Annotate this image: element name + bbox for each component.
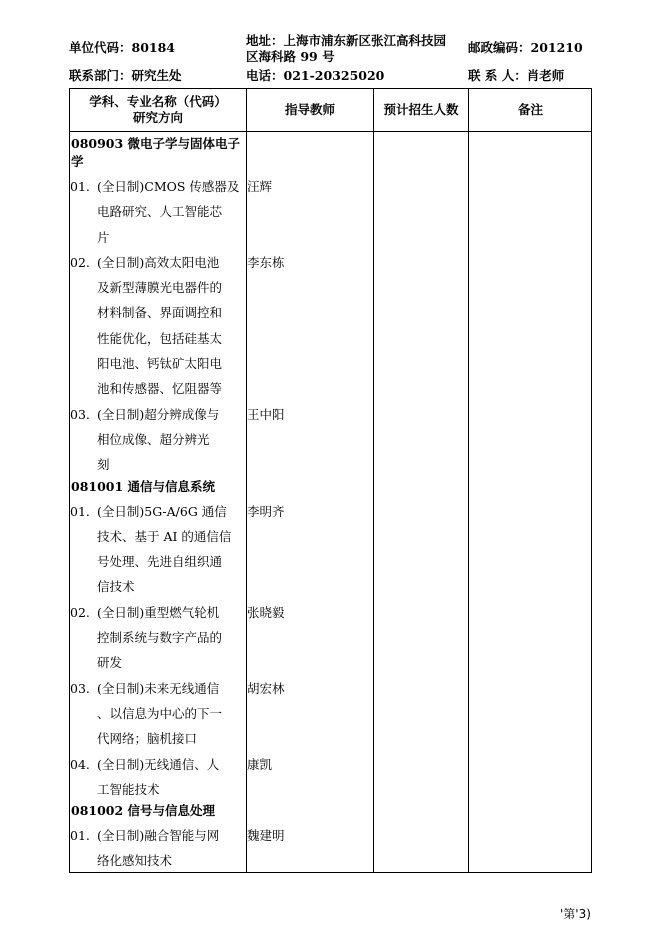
column-header-enrollment: 预计招生人数 [383,102,459,117]
advisor-name: 李明齐 [247,503,285,519]
direction-text [97,174,246,250]
major-title-line: 080903 微电子学与固体电子 [71,136,241,151]
direction-number: 01. [70,179,90,194]
major-title [70,802,246,820]
direction-line: 片 [97,229,110,245]
direction-number: 03. [70,406,90,422]
header-text: 学科、专业名称（代码） [89,94,227,109]
table-row [70,402,285,478]
direction-line: 工智能技术 [97,781,160,797]
contact: 联 系 人：肖老师 [468,68,565,83]
direction-line: (全日制)超分辨成像与 [97,406,220,422]
direction-line: 刻 [97,457,110,473]
direction-line: (全日制)CMOS 传感器及 [97,179,240,194]
advisor-name: 胡宏林 [247,680,285,696]
direction-line: (全日制)5G-A/6G 通信 [97,503,227,519]
direction-text [97,600,246,676]
direction-number: 01. [70,503,90,519]
direction-text [97,402,246,478]
table-row [70,600,285,676]
address-line2: 区海科路 99 号 [246,49,335,64]
direction-line: 性能优化，包括硅基太 [97,330,223,346]
direction-line: 相位成像、超分辨光 [97,431,210,447]
direction-number: 03. [70,680,90,696]
major-title-line: 学 [71,154,84,169]
header-text: 研究方向 [132,110,183,125]
direction-line: 代网络；脑机接口 [97,731,198,747]
direction-line: 及新型薄膜光电器件的 [97,280,223,296]
table-row [70,174,273,250]
direction-line: (全日制)未来无线通信 [97,680,220,696]
department: 联系部门：研究生处 [69,68,182,83]
major-title [70,478,246,496]
direction-line: 池和传感器、忆阻器等 [97,381,223,397]
major-title [70,135,246,171]
direction-line: (全日制)高效太阳电池 [97,254,220,270]
direction-text [97,823,246,874]
page-number: '第'3) [560,907,591,921]
column-divider [468,89,469,872]
column-header-advisor: 指导教师 [284,102,335,117]
direction-text [97,250,246,402]
direction-line: 、以信息为中心的下一 [97,705,223,721]
advisor-name: 汪辉 [247,179,273,194]
direction-number: 04. [70,756,90,772]
advisor-name: 魏建明 [247,828,285,844]
direction-line: 阳电池、钙钛矿太阳电 [97,356,223,372]
table-row [70,823,285,874]
address-line1: 地址：上海市浦东新区张江高科技园 [246,33,447,48]
direction-text [97,676,246,752]
direction-number: 01. [70,828,90,844]
table-row [70,752,273,803]
direction-line: 材料制备、界面调控和 [97,305,223,321]
table-row [70,499,285,600]
direction-line: 电路研究、人工智能芯 [97,204,223,220]
table-row [70,250,285,402]
column-header-notes: 备注 [517,102,543,117]
direction-line: (全日制)无线通信、人 [97,756,220,772]
direction-line: (全日制)融合智能与网 [97,828,220,844]
advisor-name: 李东栋 [247,254,285,270]
column-divider [373,89,374,872]
postcode: 邮政编码：201210 [468,40,583,55]
direction-line: 信技术 [97,579,135,595]
direction-line: 络化感知技术 [97,853,173,869]
column-header-major [70,89,246,131]
header-divider [70,131,591,132]
table-body [70,135,285,874]
direction-line: 技术、基于 AI 的通信信 [97,528,232,544]
major-title-line: 081001 通信与信息系统 [71,478,216,494]
direction-text [97,752,246,803]
direction-line: 控制系统与数字产品的 [97,630,223,646]
advisor-name: 康凯 [247,756,273,772]
major-title-line: 081002 信号与信息处理 [71,803,216,819]
admissions-table [69,88,592,873]
direction-number: 02. [70,604,90,620]
direction-text [97,499,246,600]
phone: 电话：021-20325020 [246,68,385,83]
table-row [70,676,285,752]
direction-line: (全日制)重型燃气轮机 [97,604,220,620]
direction-number: 02. [70,254,90,270]
direction-line: 研发 [97,655,123,671]
direction-line: 号处理、先进自组织通 [97,554,223,570]
advisor-name: 王中阳 [247,406,285,422]
advisor-name: 张晓毅 [247,604,285,620]
unit-code: 单位代码：80184 [69,40,175,55]
